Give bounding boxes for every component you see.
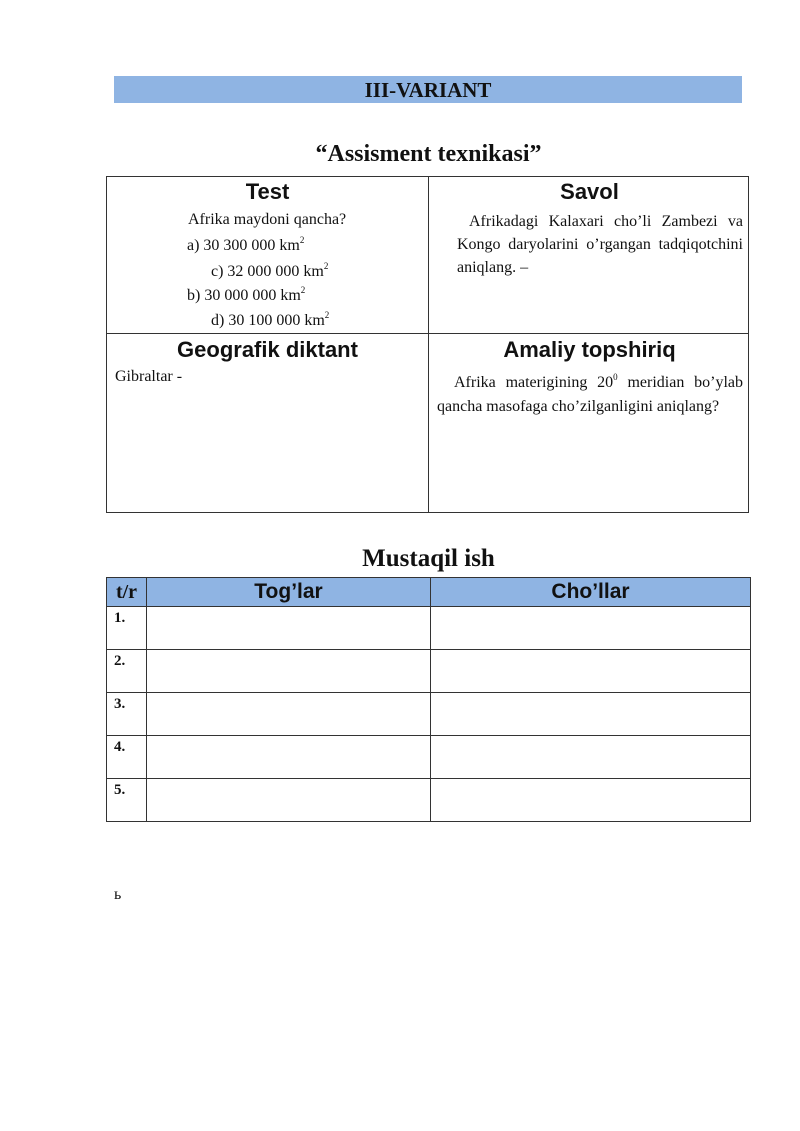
savol-heading: Savol <box>560 179 619 204</box>
table-row <box>107 736 751 779</box>
row-number: 2. <box>107 650 147 693</box>
row-number: 4. <box>107 736 147 779</box>
chollar-cell[interactable] <box>431 736 751 779</box>
assessment-title: “Assisment texnikasi” <box>315 141 542 167</box>
chollar-cell[interactable] <box>431 779 751 822</box>
row-number: 1. <box>107 607 147 650</box>
toglar-cell[interactable] <box>147 693 431 736</box>
mustaqil-table <box>106 577 751 822</box>
grid-divider-horizontal <box>107 333 748 334</box>
amaliy-text: Afrika materigining $20^0$ meridian bo’ylab qancha masofaga cho’zilganligini aniqlang? <box>437 372 743 415</box>
variant-title: III-VARIANT <box>364 78 492 102</box>
test-question: Afrika maydoni qancha? <box>188 211 347 228</box>
test-heading: Test <box>245 179 290 204</box>
mustaqil-title: Mustaqil ish <box>362 545 495 572</box>
table-row <box>107 650 751 693</box>
column-header-tr: t/r <box>107 578 147 607</box>
row-number: 5. <box>107 779 147 822</box>
chollar-cell[interactable] <box>431 693 751 736</box>
table-header-row <box>107 578 751 607</box>
chollar-cell[interactable] <box>431 607 751 650</box>
test-option-d: d) 30 100 000 $km^2$ <box>211 310 330 329</box>
diktant-text: Gibraltar - <box>115 368 183 385</box>
diktant-heading: Geografik diktant <box>177 337 358 362</box>
variant-title-bar <box>114 76 742 103</box>
amaliy-heading: Amaliy topshiriq <box>503 337 676 362</box>
table-row <box>107 607 751 650</box>
test-option-a: a) 30 300 000 $km^2$ <box>187 235 305 254</box>
chollar-cell[interactable] <box>431 650 751 693</box>
test-option-b: b) 30 000 000 $km^2$ <box>187 285 306 304</box>
column-header-chollar: Cho’llar <box>431 578 751 607</box>
toglar-cell[interactable] <box>147 650 431 693</box>
toglar-cell[interactable] <box>147 779 431 822</box>
stray-character: ь <box>114 886 122 903</box>
table-row <box>107 693 751 736</box>
toglar-cell[interactable] <box>147 607 431 650</box>
toglar-cell[interactable] <box>147 736 431 779</box>
assessment-grid <box>106 176 749 513</box>
row-number: 3. <box>107 693 147 736</box>
savol-text: Afrikadagi Kalaxari cho’li Zambezi va Kongo daryolarini o’rgangan tadqiqotchini aniqlang. – <box>457 213 743 276</box>
column-header-toglar: Tog’lar <box>147 578 431 607</box>
table-row <box>107 779 751 822</box>
test-option-c: c) 32 000 000 $km^2$ <box>211 261 329 280</box>
